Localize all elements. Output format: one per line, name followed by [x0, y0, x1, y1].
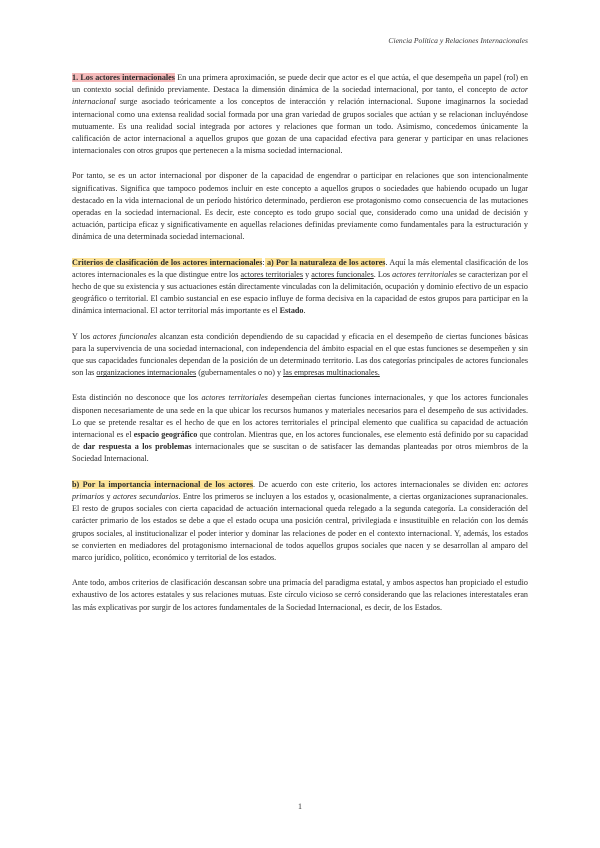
paragraph-criterios: Criterios de clasificación de los actores internacionales: a) Por la naturaleza de los actores. Aquí la más elemental clasificación de los actores internacionales es la que distingue entre los actores territoriales y actores funcionales. Los actores territoriales se caracterizan por el hecho de que su existencia y sus actuaciones están directamente vinculadas con la delimitación, ocupación y dominio efectivo de un espacio geográfico o territorial. El cambio sustancial en ese espacio influye de forma decisiva en la capacidad de estos grupos para participar en la dinámica internacional. El actor territorial más importante es el Estado.	[72, 257, 529, 316]
paragraph-distincion: Esta distinción no desconoce que los actores territoriales desempeñan ciertas funciones internacionales, y que los actores funcionales disponen necesariamente de una sede en la que ubicar los recursos humanos y materiales necesarios para el desempeño de sus actividades. Lo que se pretende resaltar es el hecho de que en los actores territoriales el principal elemento que cualifica su capacidad de actuación internacional es el espacio geográfico que controlan. Mientras que, en los actores funcionales, ese elemento está definido por su capacidad de dar respuesta a los problemas internacionales que se suscitan o de satisfacer las demandas planteadas por otros miembros de la Sociedad Internacional.	[72, 393, 528, 464]
paragraph-por-tanto: Por tanto, se es un actor internacional por disponer de la capacidad de engendrar o participar en relaciones que son intencionalmente significativas. Significa que tampoco podemos incluir en este concepto a aquellos grupos o sociedades que habiendo ocupado un lugar destacado en la vida internacional de un período histórico determinado, perdieron ese protagonismo como consecuencia de las mutaciones operadas en la sociedad internacional. Es decir, este concepto es todo grupo social que, considerado como una unidad de decisión y actuación, participa eficaz y significativamente en aquellas relaciones definidas previamente como fundamentales para la estructuración y dinámica de una determinada sociedad internacional.	[72, 171, 528, 242]
section-heading-actores: 1. Los actores internacionales	[72, 73, 175, 82]
page-number: 1	[298, 802, 302, 811]
paragraph-actores-funcionales: Y los actores funcionales alcanzan esta condición dependiendo de su capacidad y eficacia en el desempeño de ciertas funciones básicas para la supervivencia de una sociedad internacional, con independencia del ámbito espacial en el que estas funciones se desempeñen y sin que sus capacidades funcionales dependan de la posición de un determinado territorio. Las dos categorías principales de actores funcionales son las organizaciones internacionales (gubernamentales o no) y las empresas multinacionales.	[72, 331, 528, 378]
paragraph-conclusion: Ante todo, ambos criterios de clasificación descansan sobre una primacía del paradigma estatal, y ambos aspectos han propiciado el estudio exhaustivo de los actores estatales y sus relaciones mutuas. Este círculo vicioso se cerró considerando que las relaciones interestatales eran las más explicativas por surgir de los actores fundamentales de la Sociedad Internacional, es decir, de los Estados.	[72, 578, 528, 612]
heading-criterios: Criterios de clasificación de los actores internacionales	[72, 257, 263, 267]
paragraph-actores-internacionales: 1. Los actores internacionales En una primera aproximación, se puede decir que actor es el que actúa, el que desempeña un papel (rol) en un contexto social definido previamente. Destaca la dimensión dinámica de la sociedad internacional, por tanto, el concepto de actor internacional surge asociado teóricamente a los conceptos de interacción y relación internacional. Supone imaginarnos la sociedad internacional como una extensa realidad social formada por una gran variedad de grupos sociales que actúan y se relacionan incluyéndose mutuamente. Es una realidad social integrada por actores y relaciones que forman un todo. Asimismo, concedemos únicamente la calificación de actor internacional a aquellos grupos que gozan de una capacidad efectiva para generar y participar en unas relaciones internacionales con otros grupos que pertenecen a la misma sociedad internacional.	[72, 73, 528, 156]
subheading-importancia: b) Por la importancia internacional de los actores	[72, 479, 254, 489]
paragraph-importancia: b) Por la importancia internacional de los actores. De acuerdo con este criterio, los actores internacionales se dividen en: actores primarios y actores secundarios. Entre los primeros se incluyen a los estados y, ocasionalmente, a ciertas organizaciones supranacionales. El resto de grupos sociales con cierta capacidad de actuación internacional queda relegado a la segunda categoría. La consideración del carácter primario de los estados se debe a que el estado ocupa una posición central, privilegiada e insustituible en relación con los demás grupos sociales, al institucionalizar el poder interior y dominar las relaciones de poder en el contexto internacional. Y, además, los estados se convierten en mediadores del protagonismo internacional de todos aquellos grupos sociales que nacen y se desarrollan al amparo del marco jurídico, político, económico y territorial de los estados.	[72, 479, 528, 562]
subheading-naturaleza: a) Por la naturaleza de los actores	[264, 257, 386, 267]
running-header: Ciencia Política y Relaciones Internacionales	[388, 36, 528, 45]
document-body	[72, 72, 528, 627]
